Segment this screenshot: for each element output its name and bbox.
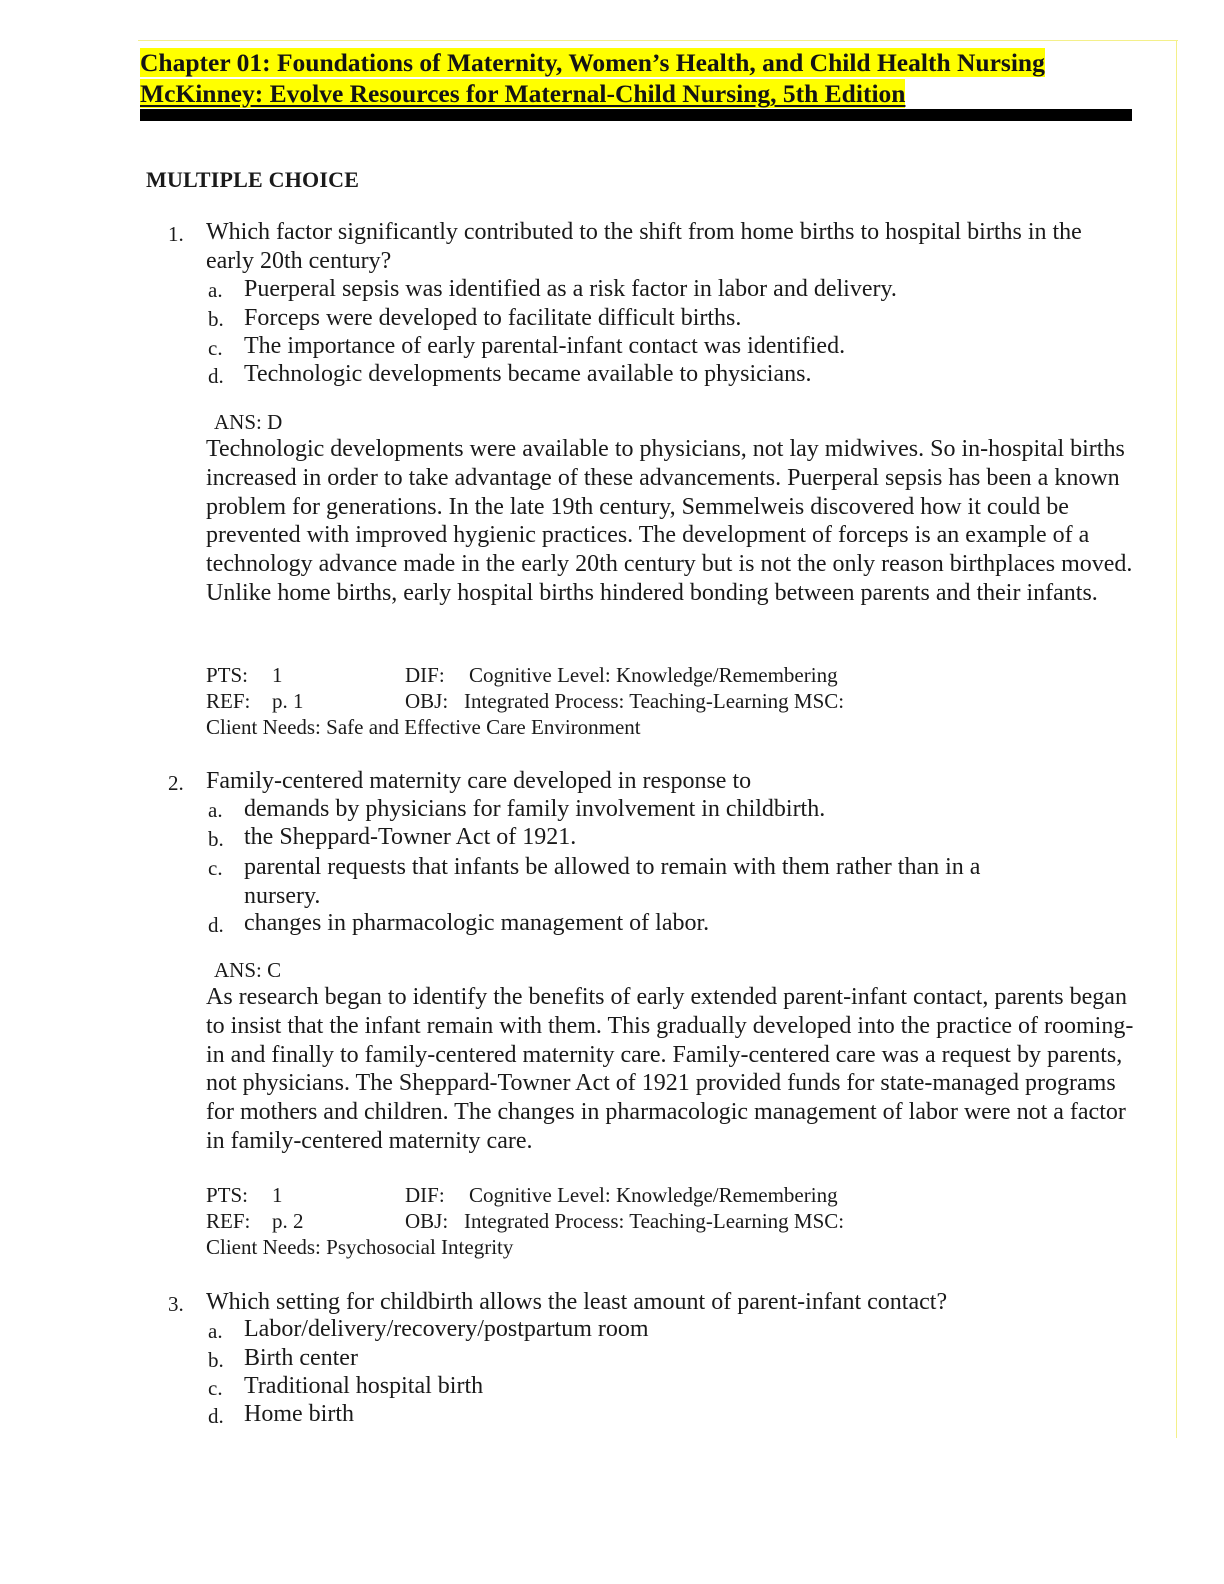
- q3-option-a: Labor/delivery/recovery/postpartum room: [244, 1316, 649, 1342]
- q1-ref-value: p. 1: [272, 689, 304, 713]
- q1-option-c-letter: c.: [208, 336, 223, 360]
- q3-option-c: Traditional hospital birth: [244, 1373, 484, 1399]
- q1-ref-label: REF:: [206, 689, 251, 713]
- chapter-title: Chapter 01: Foundations of Maternity, Women’s Health, and Child Health Nursing: [140, 48, 1045, 77]
- q1-option-b: Forceps were developed to facilitate difficult births.: [244, 305, 742, 331]
- q2-obj-value: Integrated Process: Teaching-Learning MSC:: [464, 1209, 845, 1233]
- q2-client-needs: Client Needs: Psychosocial Integrity: [206, 1235, 514, 1259]
- q2-obj-label: OBJ:: [405, 1209, 449, 1233]
- q1-option-d-letter: d.: [208, 364, 224, 388]
- q1-pts-value: 1: [272, 663, 283, 687]
- q1-option-c: The importance of early parental-infant contact was identified.: [244, 333, 846, 359]
- q1-answer: ANS: D: [214, 410, 283, 434]
- q2-option-c-letter: c.: [208, 856, 223, 880]
- question-3-number: 3.: [168, 1292, 184, 1316]
- q1-dif-value: Cognitive Level: Knowledge/Remembering: [469, 663, 838, 687]
- q3-option-b: Birth center: [244, 1345, 358, 1371]
- q2-option-d-letter: d.: [208, 913, 224, 937]
- page-frame-right: [1176, 40, 1177, 1438]
- q2-pts-value: 1: [272, 1183, 283, 1207]
- q1-option-a: Puerperal sepsis was identified as a risk factor in labor and delivery.: [244, 276, 897, 302]
- q1-option-d: Technologic developments became available to physicians.: [244, 361, 812, 387]
- q1-obj-value: Integrated Process: Teaching-Learning MSC:: [464, 689, 845, 713]
- q2-pts-label: PTS:: [206, 1183, 249, 1207]
- section-heading: MULTIPLE CHOICE: [146, 167, 360, 192]
- question-1-stem: Which factor significantly contributed to the shift from home births to hospital births in the early 20th century?: [206, 219, 1082, 274]
- q3-option-d-letter: d.: [208, 1404, 224, 1428]
- q2-dif-label: DIF:: [405, 1183, 445, 1207]
- chapter-title-line: [140, 47, 1132, 78]
- q2-dif-value: Cognitive Level: Knowledge/Remembering: [469, 1183, 838, 1207]
- q1-rationale: Technologic developments were available to physicians, not lay midwives. So in-hospital births increased in order to take advantage of these advancements. Puerperal sepsis has been a known problem for generations. In the late 19th century, Semmelweis discovered how it could be prevented with improved hygienic practices. The development of forceps is an example of a technology advance made in the early 20th century but is not the only reason birthplaces moved. Unlike home births, early hospital births hindered bonding between parents and their infants.: [206, 436, 1133, 606]
- q2-option-a-letter: a.: [208, 798, 223, 822]
- q1-option-b-letter: b.: [208, 307, 224, 331]
- title-rule: [140, 109, 1132, 121]
- q2-option-c: parental requests that infants be allowed to remain with them rather than in a nursery.: [244, 854, 981, 909]
- q3-option-c-letter: c.: [208, 1376, 223, 1400]
- question-2-stem: Family-centered maternity care developed in response to: [206, 768, 752, 794]
- q2-ref-value: p. 2: [272, 1209, 304, 1233]
- q3-option-b-letter: b.: [208, 1348, 224, 1372]
- q3-option-d: Home birth: [244, 1401, 354, 1427]
- q2-option-a: demands by physicians for family involvement in childbirth.: [244, 796, 826, 822]
- question-1-number: 1.: [168, 222, 184, 246]
- q2-rationale: As research began to identify the benefits of early extended parent-infant contact, parents began to insist that the infant remain with them. This gradually developed into the practice of rooming-in and finally to family-centered maternity care. Family-centered care was a request by parents, not physicians. The Sheppard-Towner Act of 1921 provided funds for state-managed programs for mothers and children. The changes in pharmacologic management of labor were not a factor in family-centered maternity care.: [206, 984, 1134, 1154]
- q2-option-d: changes in pharmacologic management of labor.: [244, 910, 710, 936]
- q2-option-b: the Sheppard-Towner Act of 1921.: [244, 824, 577, 850]
- page-frame-top: [138, 40, 1178, 41]
- q1-pts-label: PTS:: [206, 663, 249, 687]
- q1-client-needs: Client Needs: Safe and Effective Care Environment: [206, 715, 641, 739]
- question-3-stem: Which setting for childbirth allows the least amount of parent-infant contact?: [206, 1289, 948, 1315]
- document-title: [140, 47, 1132, 109]
- q1-dif-label: DIF:: [405, 663, 445, 687]
- q1-obj-label: OBJ:: [405, 689, 449, 713]
- q2-ref-label: REF:: [206, 1209, 251, 1233]
- q1-option-a-letter: a.: [208, 278, 223, 302]
- book-title-line: [140, 78, 1132, 109]
- q2-answer: ANS: C: [214, 958, 282, 982]
- q3-option-a-letter: a.: [208, 1319, 223, 1343]
- book-title: McKinney: Evolve Resources for Maternal-Child Nursing, 5th Edition: [140, 79, 906, 108]
- question-2-number: 2.: [168, 771, 184, 795]
- q2-option-b-letter: b.: [208, 827, 224, 851]
